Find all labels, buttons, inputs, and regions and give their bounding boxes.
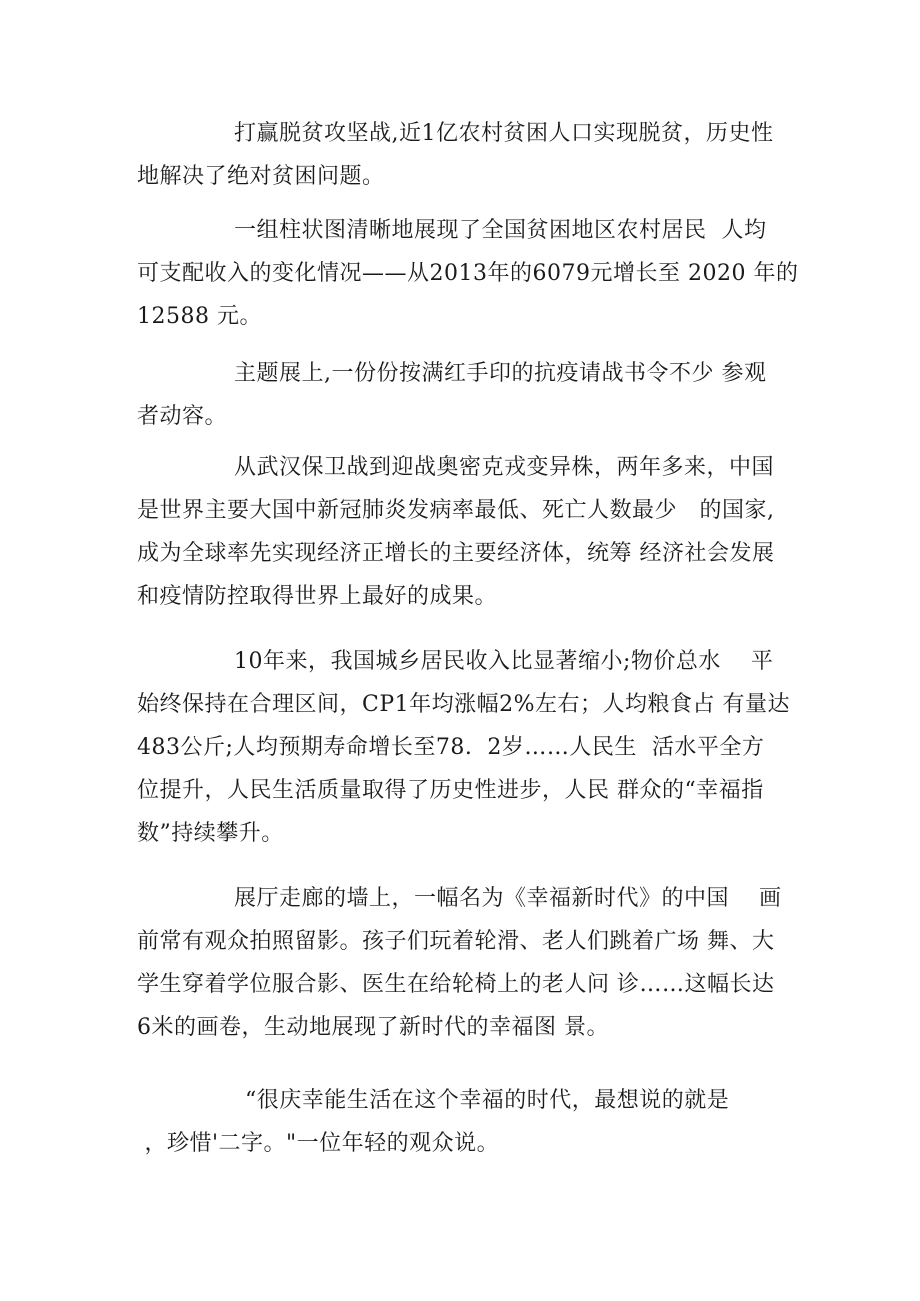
paragraph-painting — [137, 877, 797, 1049]
paragraph-line: 是世界主要大国中新冠肺炎发病率最低、死亡人数最少 的国家, — [137, 498, 775, 523]
paragraph-living-standards — [137, 640, 797, 855]
paragraph-line: 始终保持在合理区间，CP1年均涨幅2%左右；人均粮食占 有量达 — [137, 692, 791, 717]
paragraph-line: 可支配收入的变化情况——从2013年的6079元增长至 2020 年的 — [137, 261, 799, 286]
paragraph-line: ，珍惜'二字。"一位年轻的观众说。 — [137, 1131, 500, 1156]
paragraph-line: 地解决了绝对贫困问题。 — [137, 164, 385, 189]
paragraph-line: 从武汉保卫战到迎战奥密克戎变异株，两年多来，中国 — [234, 455, 775, 480]
paragraph-epidemic-control — [137, 446, 797, 618]
paragraph-line: 主题展上,一份份按满红手印的抗疫请战书令不少 参观 — [234, 361, 767, 386]
paragraph-line: 前常有观众拍照留影。孩子们玩着轮滑、老人们跳着广场 舞、大 — [137, 929, 775, 954]
paragraph-poverty — [137, 112, 797, 198]
paragraph-line: “很庆幸能生活在这个幸福的时代，最想说的就是 — [245, 1088, 730, 1113]
paragraph-income-chart — [137, 209, 797, 338]
paragraph-line: 数”持续攀升。 — [137, 821, 284, 846]
paragraph-epidemic-letters — [137, 352, 797, 438]
paragraph-line: 一组柱状图清晰地展现了全国贫困地区农村居民 人均 — [234, 218, 767, 243]
paragraph-line: 展厅走廊的墙上，一幅名为《幸福新时代》的中国 画 — [234, 886, 782, 911]
paragraph-line: 打赢脱贫攻坚战,近1亿农村贫困人口实现脱贫，历史性 — [234, 121, 774, 146]
paragraph-line: 者动容。 — [137, 404, 228, 429]
paragraph-line: 483公斤;人均预期寿命增长至78. 2岁……人民生 活水平全方 — [137, 735, 765, 760]
paragraph-line: 成为全球率先实现经济正增长的主要经济体，统筹 经济社会发展 — [137, 541, 775, 566]
paragraph-line: 位提升，人民生活质量取得了历史性进步，人民 群众的“幸福指 — [137, 778, 764, 803]
paragraph-line: 学生穿着学位服合影、医生在给轮椅上的老人问 诊……这幅长达 — [137, 972, 775, 997]
paragraph-line: 和疫情防控取得世界上最好的成果。 — [137, 584, 498, 609]
paragraph-line: 6米的画卷，生动地展现了新时代的幸福图 景。 — [137, 1015, 609, 1040]
paragraph-line: 10年来，我国城乡居民收入比显著缩小;物价总水 平 — [234, 649, 774, 674]
paragraph-visitor-quote — [137, 1079, 797, 1165]
paragraph-line: 12588 元。 — [137, 304, 262, 329]
